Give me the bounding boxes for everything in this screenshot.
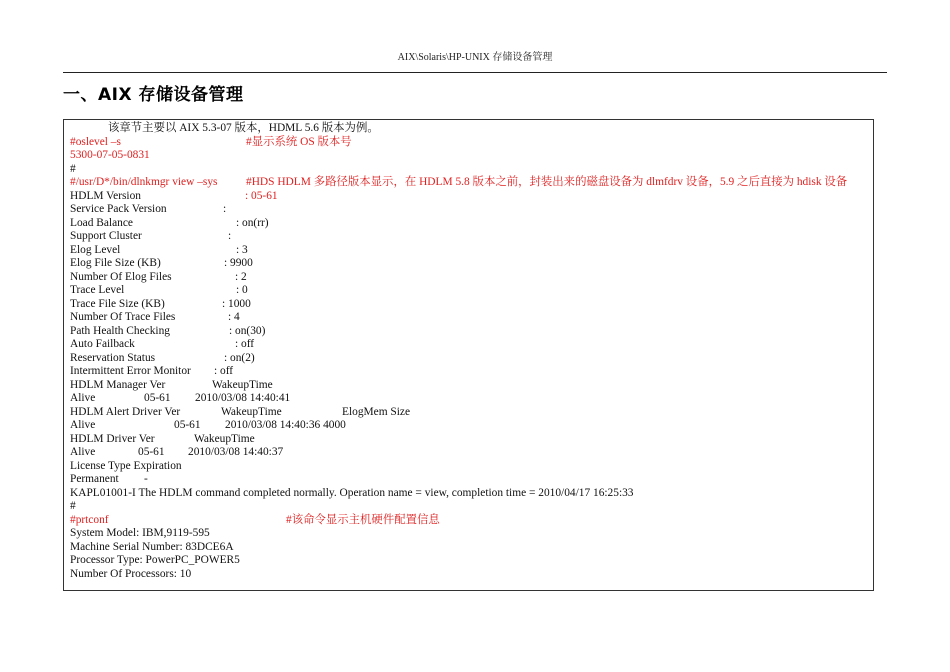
section-title: 一、AIX 存储设备管理 bbox=[63, 85, 244, 105]
property-value: : off bbox=[235, 338, 255, 350]
oslevel-line bbox=[70, 136, 873, 150]
property-value: : 4 bbox=[228, 311, 240, 323]
property-value: : bbox=[223, 203, 227, 215]
property-row bbox=[70, 298, 873, 312]
property-row bbox=[70, 284, 873, 298]
intro-text: 该章节主要以 AIX 5.3-07 版本，HDML 5.6 版本为例。 bbox=[108, 122, 379, 134]
property-row bbox=[70, 311, 873, 325]
property-value: : 0 bbox=[236, 284, 248, 296]
property-label: Intermittent Error Monitor bbox=[70, 365, 191, 377]
alert-col-ver: HDLM Alert Driver Ver bbox=[70, 405, 181, 418]
manager-col-wakeup: WakeupTime bbox=[212, 378, 273, 391]
property-row bbox=[70, 338, 873, 352]
property-value: : 3 bbox=[236, 243, 248, 256]
oslevel-command: #oslevel –s bbox=[70, 135, 121, 148]
property-value: : on(2) bbox=[224, 351, 255, 364]
alert-col-wakeup: WakeupTime bbox=[221, 405, 282, 418]
oslevel-output: 5300-07-05-0831 bbox=[70, 149, 150, 161]
property-value: : 2 bbox=[235, 270, 247, 283]
license-expiration: - bbox=[144, 473, 148, 485]
dlnkmgr-command: #/usr/D*/bin/dlnkmgr view –sys bbox=[70, 176, 218, 188]
license-row bbox=[70, 473, 873, 487]
property-row bbox=[70, 365, 873, 379]
driver-header bbox=[70, 433, 873, 447]
property-label: Number Of Trace Files bbox=[70, 311, 176, 323]
property-value: : 05-61 bbox=[245, 189, 278, 202]
manager-row bbox=[70, 392, 873, 406]
property-value: : on(rr) bbox=[236, 216, 269, 229]
prtconf-comment: #该命令显示主机硬件配置信息 bbox=[286, 513, 440, 526]
manager-header bbox=[70, 379, 873, 393]
alert-status: Alive bbox=[70, 419, 96, 431]
prtconf-command: #prtconf bbox=[70, 513, 109, 526]
property-row bbox=[70, 257, 873, 271]
property-label: Service Pack Version bbox=[70, 203, 167, 215]
serial-number: Machine Serial Number: 83DCE6A bbox=[70, 540, 234, 553]
prtconf-line bbox=[70, 514, 873, 528]
alert-version: 05-61 bbox=[174, 419, 201, 431]
system-model: System Model: IBM,9119-595 bbox=[70, 527, 210, 539]
dlnkmgr-comment: #HDS HDLM 多路径版本显示，在 HDLM 5.8 版本之前，封装出来的磁盘设备为 dlmfdrv 设备，5.9 之后直接为 hdisk 设备 bbox=[246, 176, 848, 188]
hdlm-properties bbox=[70, 190, 873, 379]
manager-wakeup-time: 2010/03/08 14:40:41 bbox=[195, 392, 291, 404]
property-label: Number Of Elog Files bbox=[70, 270, 172, 283]
property-label: Elog File Size (KB) bbox=[70, 257, 161, 269]
property-row bbox=[70, 271, 873, 285]
kapl-message: KAPL01001-I The HDLM command completed normally. Operation name = view, completion time = 2010/04/17 16:25:33 bbox=[70, 486, 634, 499]
property-label: Trace Level bbox=[70, 284, 125, 296]
property-label: Reservation Status bbox=[70, 351, 156, 364]
driver-version: 05-61 bbox=[138, 446, 165, 458]
property-label: Support Cluster bbox=[70, 230, 142, 242]
property-row bbox=[70, 190, 873, 204]
driver-wakeup-time: 2010/03/08 14:40:37 bbox=[188, 446, 284, 458]
driver-row bbox=[70, 446, 873, 460]
driver-col-wakeup: WakeupTime bbox=[194, 432, 255, 445]
property-value: : bbox=[228, 230, 232, 242]
property-row bbox=[70, 244, 873, 258]
property-row bbox=[70, 203, 873, 217]
hash-line: # bbox=[70, 162, 76, 175]
license-type: Permanent bbox=[70, 473, 119, 485]
hash-line-2: # bbox=[70, 500, 76, 512]
property-value: : off bbox=[214, 365, 234, 377]
manager-version: 05-61 bbox=[144, 392, 171, 404]
driver-col-ver: HDLM Driver Ver bbox=[70, 432, 155, 445]
property-label: Path Health Checking bbox=[70, 324, 170, 337]
property-label: Auto Failback bbox=[70, 338, 135, 350]
alert-wakeup-time: 2010/03/08 14:40:36 4000 bbox=[225, 419, 346, 431]
property-value: : 9900 bbox=[224, 257, 253, 269]
running-header: AIX\Solaris\HP-UNIX 存储设备管理 bbox=[397, 52, 553, 63]
property-row bbox=[70, 217, 873, 231]
property-value: : on(30) bbox=[229, 324, 266, 337]
alert-col-elogmem: ElogMem Size bbox=[342, 405, 411, 418]
property-label: Elog Level bbox=[70, 243, 121, 256]
alert-header bbox=[70, 406, 873, 420]
license-header: License Type Expiration bbox=[70, 459, 182, 472]
manager-col-ver: HDLM Manager Ver bbox=[70, 378, 166, 391]
property-value: : 1000 bbox=[222, 297, 251, 310]
processor-count: Number Of Processors: 10 bbox=[70, 567, 192, 580]
oslevel-comment: #显示系统 OS 版本号 bbox=[246, 135, 352, 148]
property-label: Trace File Size (KB) bbox=[70, 297, 165, 310]
header-rule bbox=[63, 72, 887, 73]
command-output-box bbox=[63, 119, 874, 591]
property-row bbox=[70, 325, 873, 339]
alert-row bbox=[70, 419, 873, 433]
manager-status: Alive bbox=[70, 392, 96, 404]
driver-status: Alive bbox=[70, 446, 96, 458]
property-label: Load Balance bbox=[70, 216, 133, 229]
property-label: HDLM Version bbox=[70, 189, 141, 202]
property-row bbox=[70, 352, 873, 366]
property-row bbox=[70, 230, 873, 244]
dlnkmgr-line bbox=[70, 176, 873, 190]
processor-type: Processor Type: PowerPC_POWER5 bbox=[70, 554, 240, 566]
